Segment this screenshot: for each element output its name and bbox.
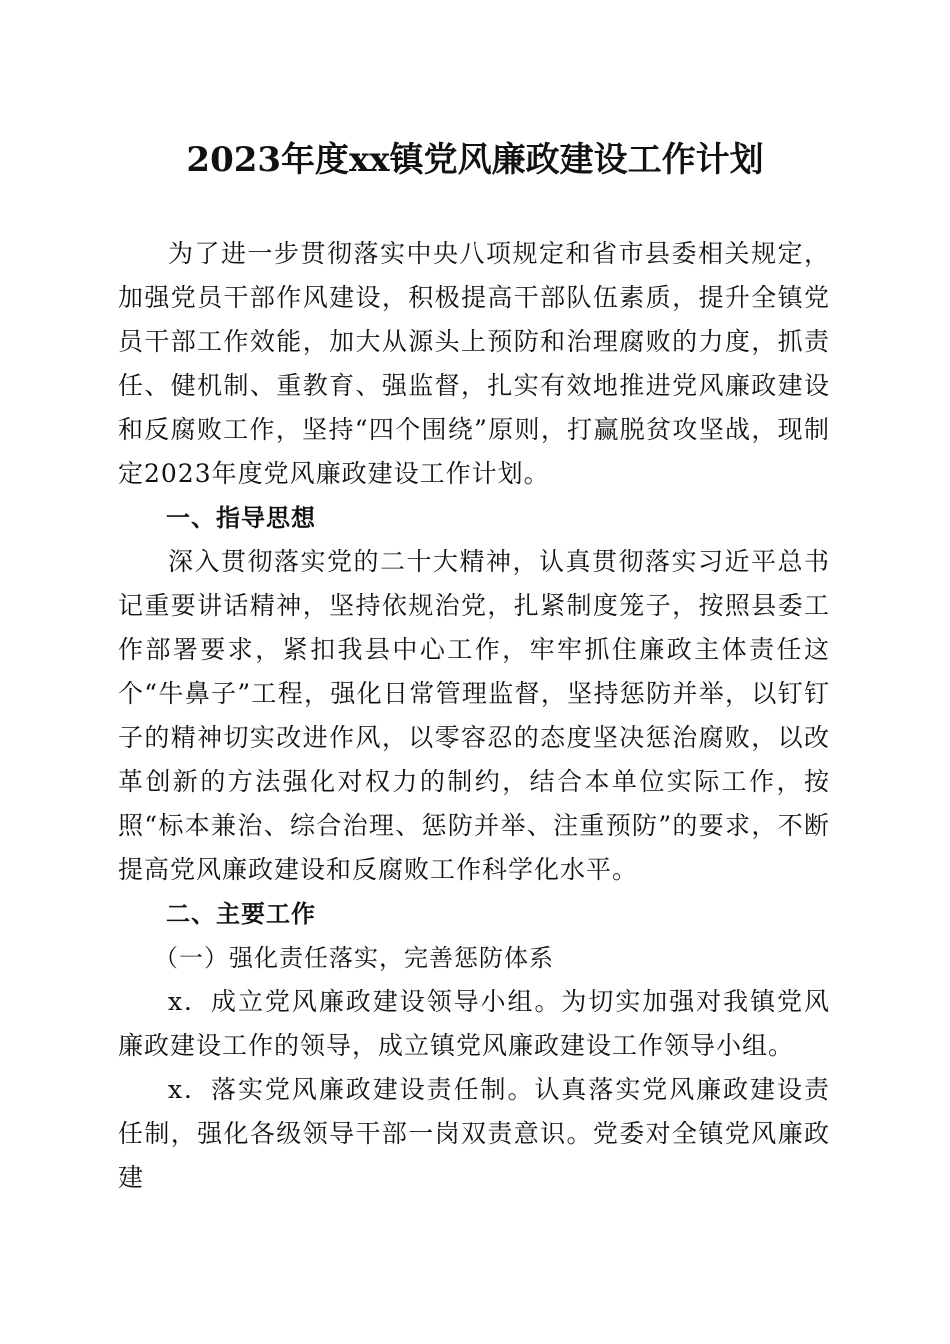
section-heading-main-work: 二、主要工作 xyxy=(166,900,316,928)
subsection-heading-responsibility: （一）强化责任落实，完善惩防体系 xyxy=(154,944,554,972)
intro-paragraph: 为了进一步贯彻落实中央八项规定和省市县委相关规定，加强党员干部作风建设，积极提高干部队伍素质，提升全镇党员干部工作效能，加大从源头上预防和治理腐败的力度，抓责任、健机制、重教育、强监督，扎实有效地推进党风廉政建设和反腐败工作，坚持“四个围绕”原则，打赢脱贫攻坚战，现制定2023年度党风廉政建设工作计划。 xyxy=(118,239,830,488)
document-title: 2023年度xx镇党风廉政建设工作计划 xyxy=(186,140,764,180)
work-item-responsibility-system: x．落实党风廉政建设责任制。认真落实党风廉政建设责任制，强化各级领导干部一岗双责意识。党委对全镇党风廉政建 xyxy=(118,1075,830,1192)
guiding-ideology-paragraph: 深入贯彻落实党的二十大精神，认真贯彻落实习近平总书记重要讲话精神，坚持依规治党，扎紧制度笼子，按照县委工作部署要求，紧扣我县中心工作，牢牢抓住廉政主体责任这个“牛鼻子”工程，强化日常管理监督，坚持惩防并举，以钉钉子的精神切实改进作风，以零容忍的态度坚决惩治腐败，以改革创新的方法强化对权力的制约，结合本单位实际工作，按照“标本兼治、综合治理、惩防并举、注重预防”的要求，不断提高党风廉政建设和反腐败工作科学化水平。 xyxy=(118,547,830,884)
section-heading-guiding-ideology: 一、指导思想 xyxy=(166,504,316,532)
document-body xyxy=(118,232,830,1200)
work-item-leading-group: x．成立党风廉政建设领导小组。为切实加强对我镇党风廉政建设工作的领导，成立镇党风廉政建设工作领导小组。 xyxy=(118,987,830,1060)
